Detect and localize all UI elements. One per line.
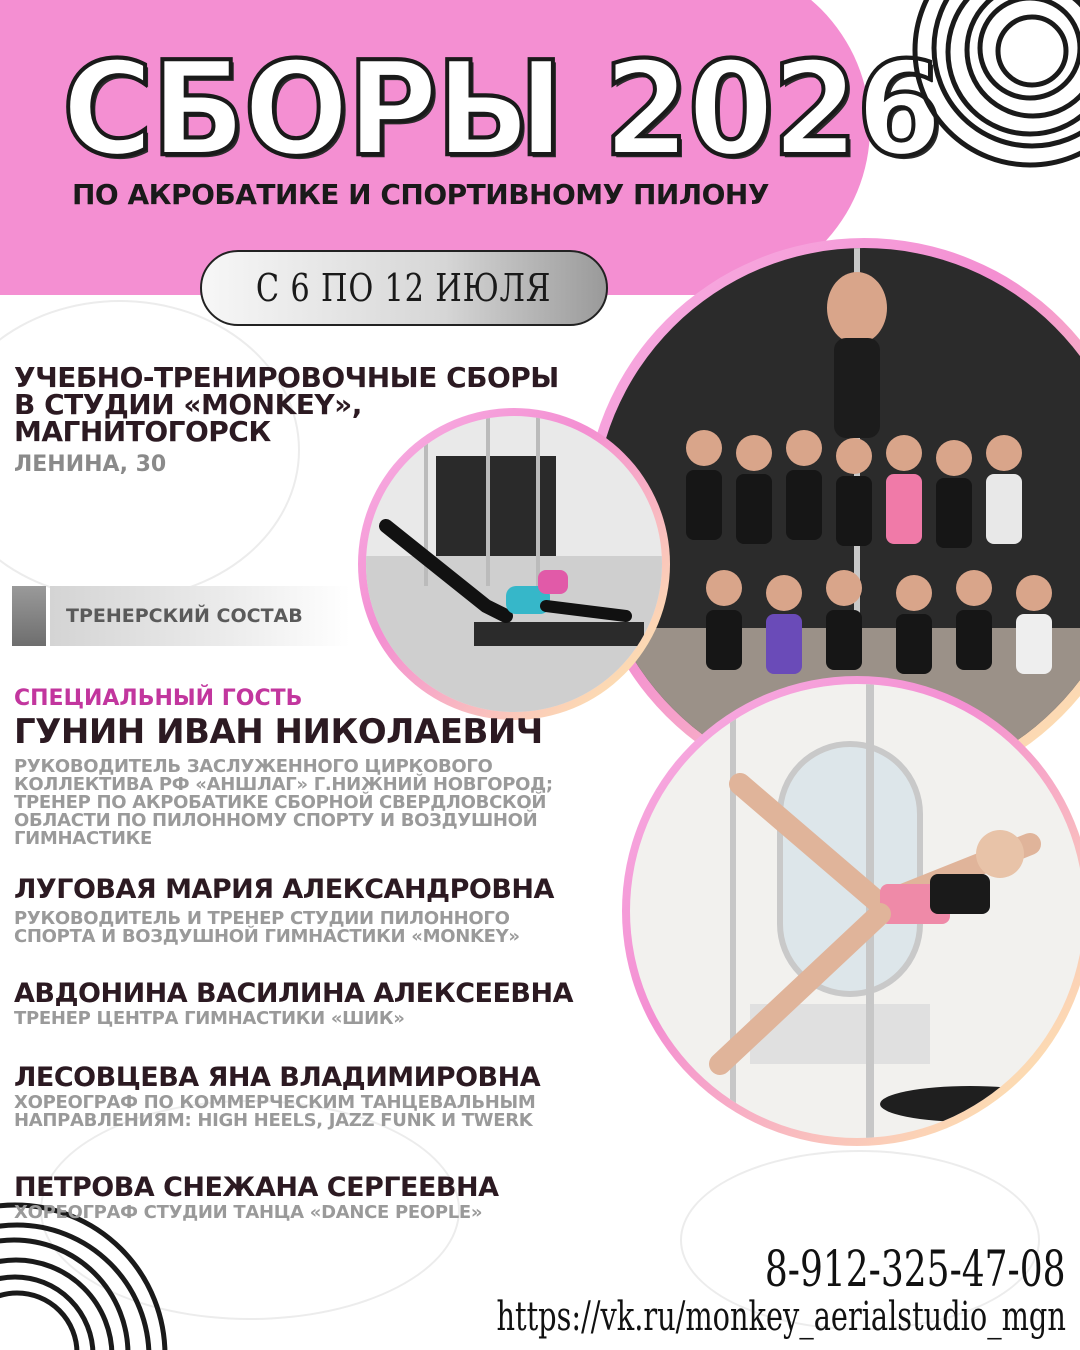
coach-description bbox=[14, 1010, 614, 1028]
pole-photo-illustration bbox=[630, 684, 1080, 1138]
background-scribble bbox=[0, 300, 300, 600]
coach-description-line: РУКОВОДИТЕЛЬ И ТРЕНЕР СТУДИИ ПИЛОННОГО bbox=[14, 908, 510, 929]
guest-description-line: ОБЛАСТИ ПО ПИЛОННОМУ СПОРТУ И ВОЗДУШНОЙ bbox=[14, 810, 538, 831]
venue-address: ЛЕНИНА, 30 bbox=[14, 452, 167, 477]
vk-link[interactable]: https://vk.ru/monkey_aerialstudio_mgn bbox=[496, 1294, 1066, 1340]
coach-description bbox=[14, 1094, 614, 1130]
venue-line: В СТУДИИ «MONKEY», bbox=[14, 388, 362, 421]
coaches-label-accent bbox=[12, 586, 46, 646]
venue-line: МАГНИТОГОРСК bbox=[14, 415, 271, 448]
guest-description-line: КОЛЛЕКТИВА РФ «АНШЛАГ» Г.НИЖНИЙ НОВГОРОД; bbox=[14, 774, 553, 795]
coach-description-line: ХОРЕОГРАФ ПО КОММЕРЧЕСКИМ ТАНЦЕВАЛЬНЫМ bbox=[14, 1092, 536, 1113]
dates-text: С 6 ПО 12 ИЮЛЯ bbox=[256, 266, 552, 310]
pole-photo bbox=[630, 684, 1080, 1138]
coach-description-line: ХОРЕОГРАФ СТУДИИ ТАНЦА «DANCE PEOPLE» bbox=[14, 1202, 483, 1223]
coach-description bbox=[14, 1204, 614, 1222]
coach-name: АВДОНИНА ВАСИЛИНА АЛЕКСЕЕВНА bbox=[14, 978, 573, 1009]
contact-phone[interactable]: 8-912-325-47-08 bbox=[765, 1240, 1066, 1298]
coach-name: ЛУГОВАЯ МАРИЯ АЛЕКСАНДРОВНА bbox=[14, 874, 554, 905]
guest-name: ГУНИН ИВАН НИКОЛАЕВИЧ bbox=[14, 712, 543, 752]
coach-name: ЛЕСОВЦЕВА ЯНА ВЛАДИМИРОВНА bbox=[14, 1062, 541, 1093]
poster-subtitle: ПО АКРОБАТИКЕ И СПОРТИВНОМУ ПИЛОНУ bbox=[72, 178, 769, 211]
poster-title: СБОРЫ 2026 bbox=[62, 34, 941, 186]
coaches-label: ТРЕНЕРСКИЙ СОСТАВ bbox=[66, 605, 303, 627]
coach-description-line: НАПРАВЛЕНИЯМ: HIGH HEELS, JAZZ FUNK И TWERK bbox=[14, 1110, 533, 1131]
coach-description-line: СПОРТА И ВОЗДУШНОЙ ГИМНАСТИКИ «MONKEY» bbox=[14, 926, 520, 947]
coach-name: ПЕТРОВА СНЕЖАНА СЕРГЕЕВНА bbox=[14, 1172, 499, 1203]
guest-description-line: РУКОВОДИТЕЛЬ ЗАСЛУЖЕННОГО ЦИРКОВОГО bbox=[14, 756, 493, 777]
guest-description-line: ГИМНАСТИКЕ bbox=[14, 828, 153, 849]
dates-pill bbox=[200, 250, 608, 326]
guest-description-line: ТРЕНЕР ПО АКРОБАТИКЕ СБОРНОЙ СВЕРДЛОВСКОЙ bbox=[14, 792, 547, 813]
coaches-label-box bbox=[50, 586, 350, 646]
guest-description bbox=[14, 758, 614, 848]
special-guest-label: СПЕЦИАЛЬНЫЙ ГОСТЬ bbox=[14, 686, 303, 711]
venue-line: УЧЕБНО-ТРЕНИРОВОЧНЫЕ СБОРЫ bbox=[14, 361, 559, 394]
stretch-photo-illustration bbox=[366, 416, 662, 712]
coach-description bbox=[14, 910, 614, 946]
spiral-decoration-top bbox=[880, 0, 1080, 200]
stretch-photo bbox=[366, 416, 662, 712]
coach-description-line: ТРЕНЕР ЦЕНТРА ГИМНАСТИКИ «ШИК» bbox=[14, 1008, 405, 1029]
